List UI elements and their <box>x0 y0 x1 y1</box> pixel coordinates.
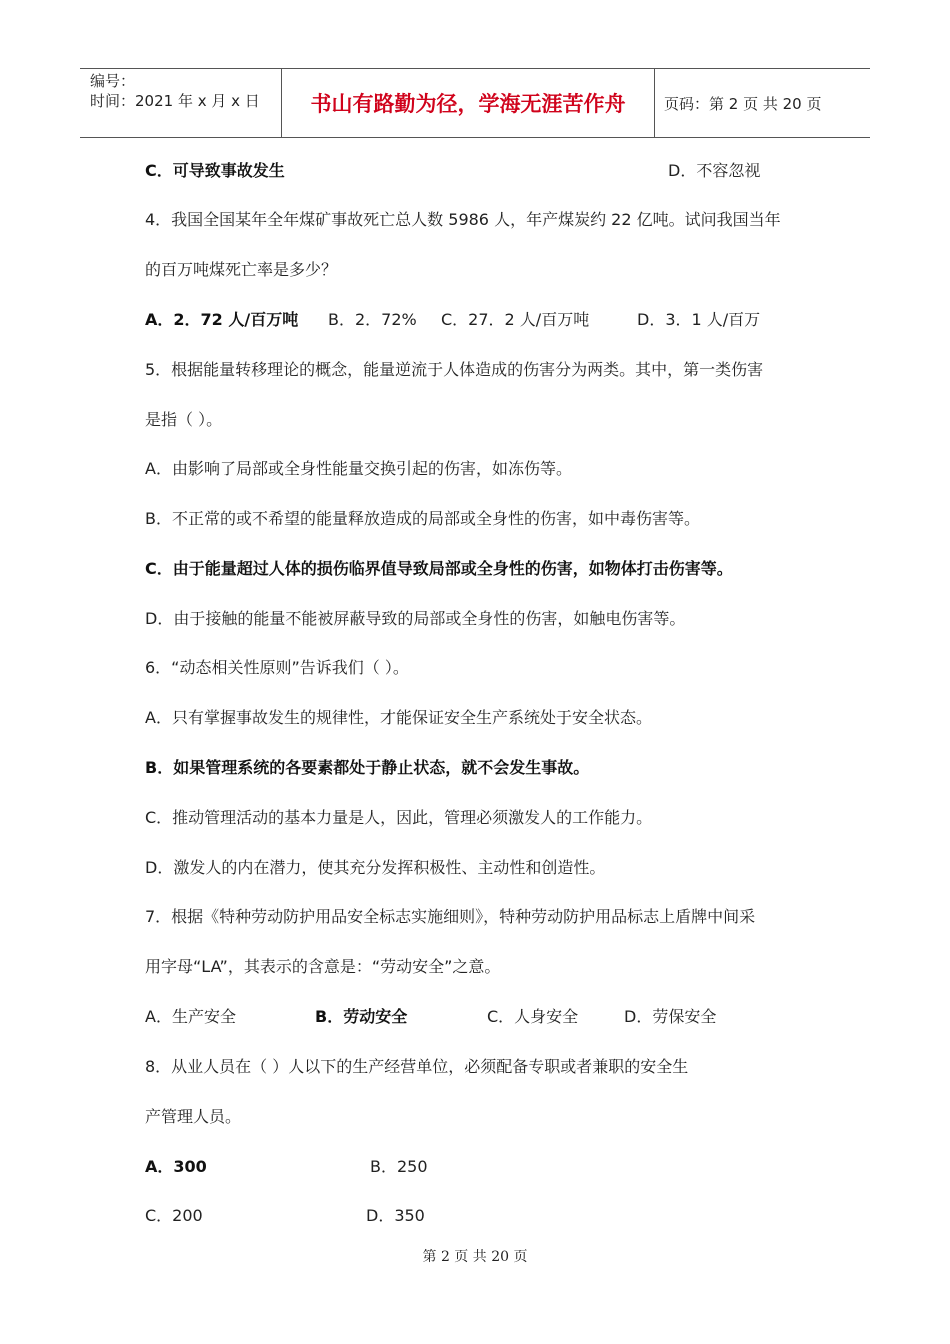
q8-text-line2: 产管理人员。 <box>145 1107 242 1126</box>
q3-option-c: C．可导致事故发生 <box>145 161 285 180</box>
q4-option-c: C．27．2 人/百万吨 <box>441 310 590 329</box>
q5-text-line1: 5．根据能量转移理论的概念，能量逆流于人体造成的伤害分为两类。其中，第一类伤害 <box>145 360 764 379</box>
q4-option-a: A．2．72 人/百万吨 <box>145 310 299 329</box>
q6-option-b: B．如果管理系统的各要素都处于静止状态，就不会发生事故。 <box>145 758 590 777</box>
q7-option-a: A．生产安全 <box>145 1007 236 1026</box>
q7-option-c: C．人身安全 <box>487 1007 579 1026</box>
header-meta <box>80 69 280 139</box>
q4-text-line2: 的百万吨煤死亡率是多少？ <box>145 260 338 279</box>
q8-option-a: A．300 <box>145 1157 207 1176</box>
q6-option-d: D．激发人的内在潜力，使其充分发挥积极性、主动性和创造性。 <box>145 858 606 877</box>
page-header <box>80 68 870 138</box>
q6-text-line1: 6．“动态相关性原则”告诉我们（ ）。 <box>145 658 409 677</box>
q6-option-c: C．推动管理活动的基本力量是人，因此，管理必须激发人的工作能力。 <box>145 808 653 827</box>
q4-option-b: B．2．72% <box>328 310 417 329</box>
q7-text-line2: 用字母“LA”，其表示的含意是：“劳动安全”之意。 <box>145 957 501 976</box>
q5-option-a: A．由影响了局部或全身性能量交换引起的伤害，如冻伤等。 <box>145 459 572 478</box>
q4-option-d: D．3．1 人/百万 <box>637 310 761 329</box>
q7-option-b: B．劳动安全 <box>315 1007 408 1026</box>
page-footer: 第 2 页 共 20 页 <box>422 1249 528 1265</box>
q5-text-line2: 是指（ ）。 <box>145 410 223 429</box>
q8-option-c: C．200 <box>145 1206 203 1225</box>
q7-text-line1: 7．根据《特种劳动防护用品安全标志实施细则》，特种劳动防护用品标志上盾牌中间采 <box>145 907 756 926</box>
q5-option-c: C．由于能量超过人体的损伤临界值导致局部或全身性的伤害，如物体打击伤害等。 <box>145 559 733 578</box>
q3-option-d: D．不容忽视 <box>668 161 761 180</box>
q8-text-line1: 8．从业人员在（ ）人以下的生产经营单位，必须配备专职或者兼职的安全生 <box>145 1057 689 1076</box>
header-motto: 书山有路勤为径，学海无涯苦作舟 <box>281 69 655 137</box>
q5-option-d: D．由于接触的能量不能被屏蔽导致的局部或全身性的伤害，如触电伤害等。 <box>145 609 686 628</box>
q7-option-d: D．劳保安全 <box>624 1007 717 1026</box>
q5-option-b: B．不正常的或不希望的能量释放造成的局部或全身性的伤害，如中毒伤害等。 <box>145 509 700 528</box>
q6-option-a: A．只有掌握事故发生的规律性，才能保证安全生产系统处于安全状态。 <box>145 708 652 727</box>
q8-option-d: D．350 <box>366 1206 425 1225</box>
header-page-label: 页码：第 2 页 共 20 页 <box>664 94 822 113</box>
time-label: 时间：2021 年 x 月 x 日 <box>90 92 260 110</box>
q4-text-line1: 4．我国全国某年全年煤矿事故死亡总人数 5986 人，年产煤炭约 22 亿吨。试问我国当年 <box>145 210 781 229</box>
number-label: 编号： <box>90 72 136 90</box>
q8-option-b: B．250 <box>370 1157 428 1176</box>
